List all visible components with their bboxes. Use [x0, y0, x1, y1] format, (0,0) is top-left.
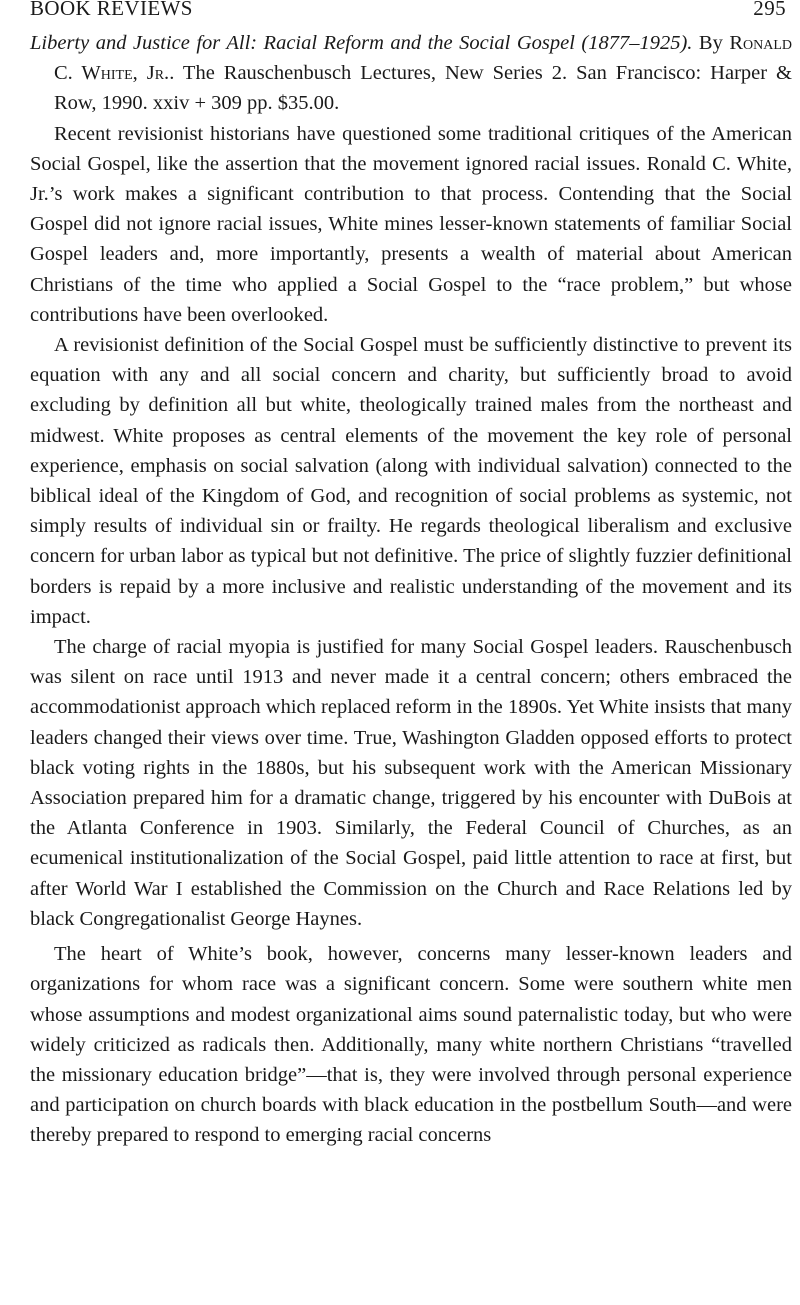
by-label: By	[698, 32, 723, 54]
page-number: 295	[753, 0, 786, 20]
review-paragraph: The charge of racial myopia is justified for many Social Gospel leaders. Rauschenbusch was silent on race until 1913 and never made it a central concern; others embraced the accommodationist approach which replaced reform in the 1890s. Yet White insists that many leaders changed their views over time. True, Washington Gladden opposed efforts to protect black voting rights in the 1880s, but his subsequent work with the American Missionary Association prepared him for a dramatic change, triggered by his encounter with DuBois at the Atlanta Conference in 1903. Similarly, the Federal Council of Churches, as an ecumenical institutionalization of the Social Gospel, paid little attention to race at first, but after World War I established the Commission on the Church and Race Relations led by black Congregationalist George Haynes.	[30, 636, 792, 930]
review-paragraph: Recent revisionist historians have questioned some traditional critiques of the American Social Gospel, like the assertion that the movement ignored racial issues. Ronald C. White, Jr.’s work makes a significant contribution to that process. Contending that the Social Gospel did not ignore racial issues, White mines lesser-known statements of familiar Social Gospel leaders and, more importantly, presents a wealth of material about American Christians of the time who applied a Social Gospel to the “race problem,” but whose contributions have been overlooked.	[30, 122, 792, 326]
section-title: BOOK REVIEWS	[30, 0, 193, 20]
book-author: Ronald C. White, Jr.	[54, 32, 793, 85]
book-title: Liberty and Justice for All: Racial Reform and the Social Gospel (1877–1925).	[30, 32, 693, 54]
running-head	[30, 0, 792, 26]
book-citation	[30, 28, 792, 119]
review-paragraph: A revisionist definition of the Social Gospel must be sufficiently distinctive to prevent its equation with any and all social concern and charity, but sufficiently broad to avoid excluding by definition all but white, theologically trained males from the northeast and midwest. White proposes as central elements of the movement the key role of personal experience, emphasis on social salvation (along with individual salvation) connected to the biblical ideal of the Kingdom of God, and recognition of social problems as systemic, not simply results of individual sin or frailty. He regards theological liberalism and exclusive concern for urban labor as typical but not definitive. The price of slightly fuzzier definitional borders is repaid by a more inclusive and realistic understanding of the movement and its impact.	[30, 334, 792, 628]
review-paragraph: The heart of White’s book, however, concerns many lesser-known leaders and organizations for whom race was a significant concern. Some were southern white men whose assumptions and modest organizational aims sound paternalistic today, but who were widely criticized as radicals then. Additionally, many white northern Christians “travelled the missionary education bridge”—that is, they were involved through personal experience and participation on church boards with black education in the postbellum South—and were thereby prepared to respond to emerging racial concerns	[30, 943, 792, 1147]
publication-details: . The Rauschenbusch Lectures, New Series 2. San Francisco: Harper & Row, 1990. xxiv + 309 pp. $35.00.	[54, 62, 792, 115]
review-body	[30, 119, 792, 1151]
